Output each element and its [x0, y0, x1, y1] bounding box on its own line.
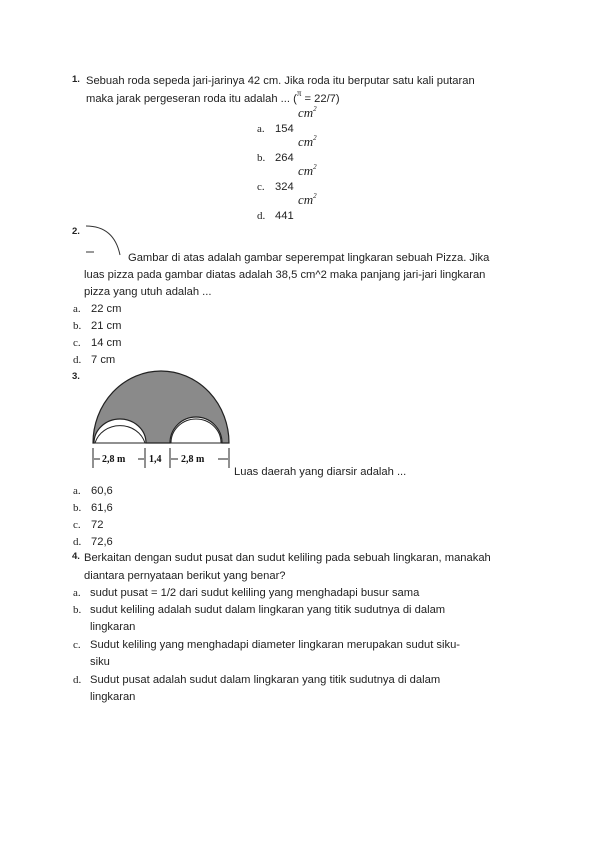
- q4-option-letter: b.: [73, 604, 82, 616]
- q4-option-letter: c.: [73, 639, 81, 651]
- q1-unit-label: [298, 134, 317, 150]
- q4-option-text[interactable]: sudut pusat = 1/2 dari sudut keliling yang menghadapi busur sama: [90, 587, 420, 599]
- pi-symbol: π: [296, 88, 302, 98]
- q3-option-letter: c.: [73, 519, 81, 531]
- q2-option-text[interactable]: 22 cm: [91, 303, 122, 315]
- q3-option-letter: a.: [73, 485, 81, 497]
- q3-option-letter: d.: [73, 536, 82, 548]
- q1-option-text[interactable]: 324: [275, 181, 294, 193]
- q3-option-letter: b.: [73, 502, 82, 514]
- q1-text-line2-post: = 22/7): [301, 93, 340, 105]
- q1-option-letter: b.: [257, 152, 266, 164]
- q1-option-text[interactable]: 154: [275, 123, 294, 135]
- q1-option-letter: c.: [257, 181, 265, 193]
- left-small-semicircle: [95, 426, 145, 443]
- quarter-circle-figure: [84, 222, 126, 258]
- unit-text: cm: [298, 163, 314, 178]
- dim-label-right: 2,8 m: [181, 454, 205, 465]
- q2-option-letter: a.: [73, 303, 81, 315]
- q1-unit-label: [298, 105, 317, 121]
- q2-option-letter: c.: [73, 337, 81, 349]
- q4-option-text-cont[interactable]: lingkaran: [90, 621, 136, 633]
- unit-text: cm: [298, 134, 314, 149]
- dim-label-middle: 1,4: [149, 454, 162, 465]
- q4-number: 4.: [72, 551, 80, 562]
- q2-option-text[interactable]: 21 cm: [91, 320, 122, 332]
- unit-exponent: 2: [313, 134, 317, 142]
- semicircle-figure: [88, 366, 234, 476]
- dim-label-left: 2,8 m: [102, 454, 126, 465]
- q1-number: 1.: [72, 74, 80, 85]
- q1-option-text[interactable]: 441: [275, 210, 294, 222]
- q4-option-text-cont[interactable]: siku: [90, 656, 110, 668]
- q1-option-letter: d.: [257, 210, 266, 222]
- unit-text: cm: [298, 192, 314, 207]
- unit-exponent: 2: [313, 163, 317, 171]
- q4-option-letter: a.: [73, 587, 81, 599]
- q2-option-letter: d.: [73, 354, 82, 366]
- q3-option-text[interactable]: 72,6: [91, 536, 113, 548]
- q1-text-line2-pre: maka jarak pergeseran roda itu adalah ... (: [86, 93, 297, 105]
- q3-number: 3.: [72, 371, 80, 382]
- q4-option-text-cont[interactable]: lingkaran: [90, 691, 136, 703]
- q4-option-text[interactable]: Sudut pusat adalah sudut dalam lingkaran yang titik sudutnya di dalam: [90, 674, 441, 686]
- quarter-arc: [86, 226, 120, 255]
- q1-option-letter: a.: [257, 123, 265, 135]
- q4-text-line1: Berkaitan dengan sudut pusat dan sudut keliling pada sebuah lingkaran, manakah: [84, 552, 491, 564]
- q3-option-text[interactable]: 60,6: [91, 485, 113, 497]
- q1-unit-label: [298, 192, 317, 208]
- q4-text-line2: diantara pernyataan berikut yang benar?: [84, 570, 286, 582]
- q2-option-text[interactable]: 7 cm: [91, 354, 116, 366]
- q2-option-text[interactable]: 14 cm: [91, 337, 122, 349]
- q1-option-text[interactable]: 264: [275, 152, 294, 164]
- q2-text-line3: pizza yang utuh adalah ...: [84, 286, 212, 298]
- unit-exponent: 2: [313, 105, 317, 113]
- q2-option-letter: b.: [73, 320, 82, 332]
- q1-unit-label: [298, 163, 317, 179]
- q4-option-text[interactable]: Sudut keliling yang menghadapi diameter lingkaran merupakan sudut siku-: [90, 639, 461, 651]
- q1-text-line1: Sebuah roda sepeda jari-jarinya 42 cm. Jika roda itu berputar satu kali putaran: [86, 75, 475, 87]
- q2-number: 2.: [72, 226, 80, 237]
- q3-option-text[interactable]: 72: [91, 519, 104, 531]
- unit-exponent: 2: [313, 192, 317, 200]
- q4-option-letter: d.: [73, 674, 82, 686]
- q2-text-line1: Gambar di atas adalah gambar seperempat lingkaran sebuah Pizza. Jika: [128, 252, 490, 264]
- q4-option-text[interactable]: sudut keliling adalah sudut dalam lingkaran yang titik sudutnya di dalam: [90, 604, 446, 616]
- unit-text: cm: [298, 105, 314, 120]
- q1-text-line2: [86, 88, 340, 106]
- q2-text-line2: luas pizza pada gambar diatas adalah 38,5 cm^2 maka panjang jari-jari lingkaran: [84, 269, 486, 281]
- q3-question-text: Luas daerah yang diarsir adalah ...: [234, 466, 407, 478]
- q3-option-text[interactable]: 61,6: [91, 502, 113, 514]
